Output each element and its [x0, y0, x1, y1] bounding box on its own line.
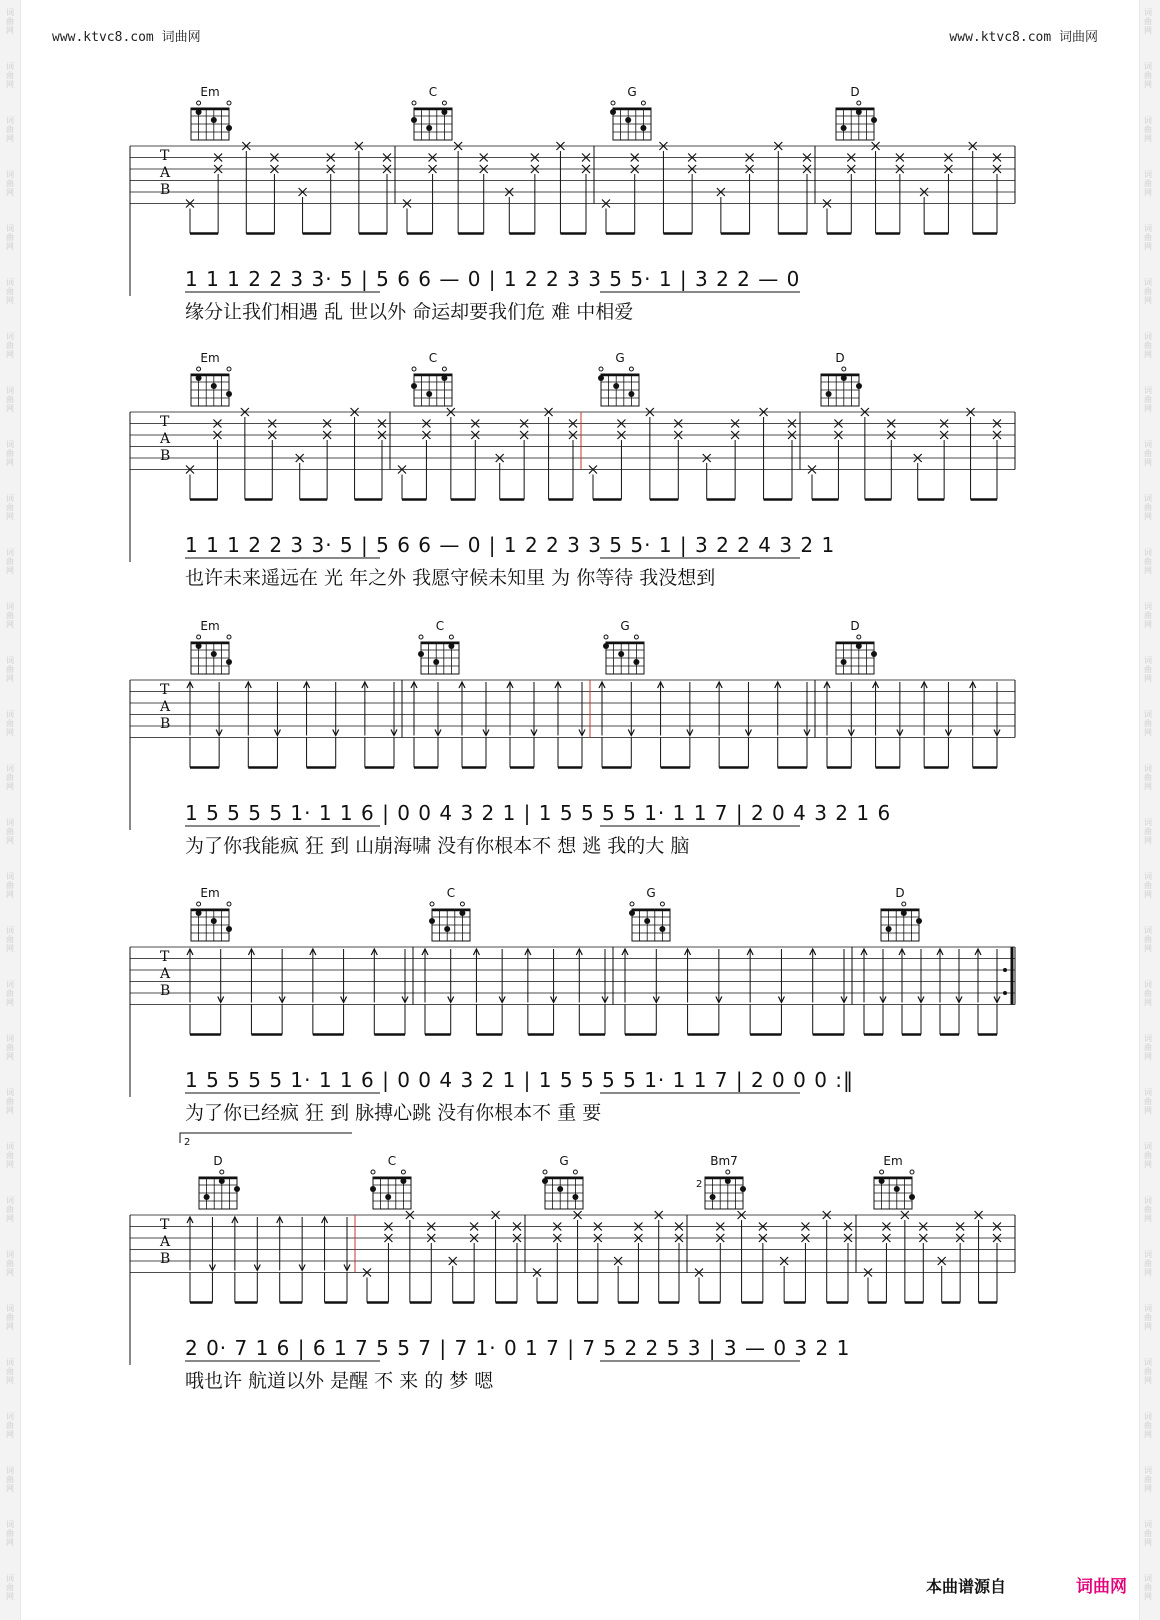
- site-url-left[interactable]: www.ktvc8.com 词曲网: [52, 30, 201, 45]
- watermark-text-right: 词 曲 网: [1144, 1034, 1152, 1061]
- open-string-marker: [197, 367, 201, 371]
- tab-label-a: A: [160, 966, 171, 982]
- chord-name: C: [446, 886, 456, 900]
- open-string-marker: [430, 902, 434, 906]
- tab-label-b: B: [160, 983, 171, 999]
- watermark-text-right: 词 曲 网: [1144, 1358, 1152, 1385]
- chord-finger-dot: [618, 651, 624, 657]
- chord-finger-dot: [613, 383, 619, 389]
- tab-label-b: B: [160, 182, 171, 198]
- chord-finger-dot: [444, 926, 450, 932]
- chord-finger-dot: [211, 383, 217, 389]
- chord-name: Em: [883, 1154, 903, 1168]
- chord-finger-dot: [871, 117, 877, 123]
- tab-label-t: T: [160, 414, 170, 430]
- watermark-text-right: 词 曲 网: [1144, 1520, 1152, 1547]
- open-string-marker: [197, 902, 201, 906]
- watermark-text-right: 词 曲 网: [1144, 440, 1152, 467]
- lyrics-line: 哦也许 航道以外 是醒 不 来 的 梦 嗯: [185, 1370, 494, 1392]
- open-string-marker: [401, 1170, 405, 1174]
- watermark-text-left: 词 曲 网: [6, 764, 14, 791]
- chord-finger-dot: [640, 125, 646, 131]
- chord-name: G: [620, 619, 630, 633]
- site-url-right[interactable]: www.ktvc8.com 词曲网: [949, 30, 1098, 45]
- chord-finger-dot: [625, 117, 631, 123]
- open-string-marker: [857, 635, 861, 639]
- open-string-marker: [599, 367, 603, 371]
- watermark-text-left: 词 曲 网: [6, 980, 14, 1007]
- chord-finger-dot: [542, 1178, 548, 1184]
- open-string-marker: [412, 101, 416, 105]
- chord-finger-dot: [603, 643, 609, 649]
- chord-finger-dot: [418, 651, 424, 657]
- watermark-text-left: 词 曲 网: [6, 1088, 14, 1115]
- open-string-marker: [611, 101, 615, 105]
- watermark-text-right: 词 曲 网: [1144, 656, 1152, 683]
- chord-finger-dot: [234, 1186, 240, 1192]
- chord-finger-dot: [426, 391, 432, 397]
- chord-finger-dot: [448, 643, 454, 649]
- watermark-text-left: 词 曲 网: [6, 818, 14, 845]
- chord-finger-dot: [894, 1186, 900, 1192]
- tab-system-2: [130, 351, 1015, 589]
- chord-finger-dot: [385, 1194, 391, 1200]
- chord-finger-dot: [909, 1194, 915, 1200]
- open-string-marker: [910, 1170, 914, 1174]
- watermark-text-left: 词 曲 网: [6, 386, 14, 413]
- tab-label-b: B: [160, 716, 171, 732]
- watermark-text-left: 词 曲 网: [6, 1034, 14, 1061]
- chord-name: Em: [200, 351, 220, 365]
- open-string-marker: [634, 635, 638, 639]
- repeat-dot: [1003, 991, 1007, 995]
- open-string-marker: [449, 635, 453, 639]
- chord-finger-dot: [901, 910, 907, 916]
- tab-label-a: A: [160, 165, 171, 181]
- watermark-text-left: 词 曲 网: [6, 278, 14, 305]
- watermark-text-left: 词 曲 网: [6, 1574, 14, 1601]
- tab-label-t: T: [160, 1217, 170, 1233]
- chord-finger-dot: [871, 651, 877, 657]
- open-string-marker: [220, 1170, 224, 1174]
- watermark-text-left: 词 曲 网: [6, 872, 14, 899]
- tab-system-1: [130, 85, 1015, 323]
- watermark-text-right: 词 曲 网: [1144, 278, 1152, 305]
- watermark-text-right: 词 曲 网: [1144, 548, 1152, 575]
- open-string-marker: [460, 902, 464, 906]
- watermark-text-right: 词 曲 网: [1144, 1196, 1152, 1223]
- chord-finger-dot: [557, 1186, 563, 1192]
- chord-finger-dot: [644, 918, 650, 924]
- watermark-text-left: 词 曲 网: [6, 1250, 14, 1277]
- chord-finger-dot: [226, 926, 232, 932]
- open-string-marker: [227, 101, 231, 105]
- volta-number: 2: [184, 1137, 191, 1148]
- volta-bracket: [180, 1133, 352, 1143]
- chord-finger-dot: [856, 109, 862, 115]
- open-string-marker: [902, 902, 906, 906]
- watermark-text-right: 词 曲 网: [1144, 1142, 1152, 1169]
- chord-name: D: [850, 619, 860, 633]
- jianpu-notation: 1 5 5 5 5 1· 1 1 6 | 0 0 4 3 2 1 | 1 5 5 5 5 1· 1 1 7 | 2 0 4 3 2 1 6: [185, 801, 892, 825]
- watermark-text-left: 词 曲 网: [6, 1520, 14, 1547]
- lyrics-line: 为了你已经疯 狂 到 脉搏心跳 没有你根本不 重 要: [185, 1102, 602, 1124]
- watermark-text-left: 词 曲 网: [6, 116, 14, 143]
- open-string-marker: [629, 367, 633, 371]
- watermark-text-left: 词 曲 网: [6, 62, 14, 89]
- watermark-text-right: 词 曲 网: [1144, 1304, 1152, 1331]
- lyrics-line: 为了你我能疯 狂 到 山崩海啸 没有你根本不 想 逃 我的大 脑: [185, 835, 690, 857]
- tab-label-a: A: [160, 1234, 171, 1250]
- watermark-text-left: 词 曲 网: [6, 170, 14, 197]
- chord-finger-dot: [441, 109, 447, 115]
- chord-finger-dot: [204, 1194, 210, 1200]
- tab-label-a: A: [160, 699, 171, 715]
- chord-finger-dot: [211, 918, 217, 924]
- chord-finger-dot: [886, 926, 892, 932]
- open-string-marker: [442, 367, 446, 371]
- tab-label-b: B: [160, 1251, 171, 1267]
- chord-name: C: [428, 351, 438, 365]
- tab-system-3: [130, 619, 1015, 857]
- tab-label-t: T: [160, 148, 170, 164]
- chord-name: D: [835, 351, 845, 365]
- watermark-text-right: 词 曲 网: [1144, 116, 1152, 143]
- watermark-text-left: 词 曲 网: [6, 548, 14, 575]
- watermark-text-right: 词 曲 网: [1144, 1466, 1152, 1493]
- lyrics-line: 缘分让我们相遇 乱 世以外 命运却要我们危 难 中相爱: [185, 301, 634, 323]
- chord-name: Em: [200, 85, 220, 99]
- chord-finger-dot: [856, 383, 862, 389]
- open-string-marker: [880, 1170, 884, 1174]
- chord-finger-dot: [572, 1194, 578, 1200]
- watermark-text-right: 词 曲 网: [1144, 602, 1152, 629]
- open-string-marker: [371, 1170, 375, 1174]
- chord-finger-dot: [725, 1178, 731, 1184]
- chord-finger-dot: [710, 1194, 716, 1200]
- chord-name: D: [213, 1154, 223, 1168]
- chord-finger-dot: [211, 651, 217, 657]
- tab-label-t: T: [160, 949, 170, 965]
- chord-finger-dot: [879, 1178, 885, 1184]
- chord-finger-dot: [226, 659, 232, 665]
- watermark-text-right: 词 曲 网: [1144, 386, 1152, 413]
- watermark-text-left: 词 曲 网: [6, 8, 14, 35]
- open-string-marker: [412, 367, 416, 371]
- chord-finger-dot: [196, 910, 202, 916]
- jianpu-notation: 2 0· 7 1 6 | 6 1 7 5 5 7 | 7 1· 0 1 7 | 7 5 2 2 5 3 | 3 — 0 3 2 1: [185, 1336, 851, 1360]
- tab-system-4: [130, 886, 1015, 1148]
- tab-label-a: A: [160, 431, 171, 447]
- repeat-dot: [1003, 968, 1007, 972]
- watermark-text-left: 词 曲 网: [6, 602, 14, 629]
- watermark-text-right: 词 曲 网: [1144, 926, 1152, 953]
- watermark-text-right: 词 曲 网: [1144, 1412, 1152, 1439]
- chord-finger-dot: [633, 659, 639, 665]
- open-string-marker: [197, 101, 201, 105]
- watermark-text-right: 词 曲 网: [1144, 980, 1152, 1007]
- chord-name: Em: [200, 886, 220, 900]
- watermark-text-left: 词 曲 网: [6, 710, 14, 737]
- watermark-text-left: 词 曲 网: [6, 1466, 14, 1493]
- watermark-text-left: 词 曲 网: [6, 332, 14, 359]
- watermark-text-left: 词 曲 网: [6, 440, 14, 467]
- watermark-text-right: 词 曲 网: [1144, 818, 1152, 845]
- open-string-marker: [442, 101, 446, 105]
- chord-name: Bm7: [710, 1154, 738, 1168]
- watermark-text-right: 词 曲 网: [1144, 1088, 1152, 1115]
- chord-name: D: [850, 85, 860, 99]
- chord-finger-dot: [226, 125, 232, 131]
- chord-finger-dot: [826, 391, 832, 397]
- watermark-text-right: 词 曲 网: [1144, 8, 1152, 35]
- chord-finger-dot: [841, 125, 847, 131]
- brand-logo[interactable]: 词曲网: [1076, 1577, 1127, 1597]
- chord-finger-dot: [226, 391, 232, 397]
- watermark-text-left: 词 曲 网: [6, 656, 14, 683]
- chord-finger-dot: [628, 391, 634, 397]
- chord-finger-dot: [659, 926, 665, 932]
- chord-finger-dot: [426, 125, 432, 131]
- open-string-marker: [227, 635, 231, 639]
- watermark-text-right: 词 曲 网: [1144, 1574, 1152, 1601]
- chord-finger-dot: [411, 383, 417, 389]
- chord-name: C: [435, 619, 445, 633]
- chord-fret-number: 2: [696, 1179, 703, 1190]
- chord-finger-dot: [629, 910, 635, 916]
- chord-name: C: [387, 1154, 397, 1168]
- chord-finger-dot: [856, 643, 862, 649]
- watermark-text-right: 词 曲 网: [1144, 1250, 1152, 1277]
- watermark-text-left: 词 曲 网: [6, 1412, 14, 1439]
- open-string-marker: [227, 367, 231, 371]
- chord-finger-dot: [196, 375, 202, 381]
- chord-finger-dot: [433, 659, 439, 665]
- watermark-text-right: 词 曲 网: [1144, 494, 1152, 521]
- watermark-text-right: 词 曲 网: [1144, 62, 1152, 89]
- open-string-marker: [197, 635, 201, 639]
- open-string-marker: [842, 367, 846, 371]
- watermark-text-right: 词 曲 网: [1144, 170, 1152, 197]
- watermark-text-left: 词 曲 网: [6, 926, 14, 953]
- watermark-text-right: 词 曲 网: [1144, 332, 1152, 359]
- chord-finger-dot: [841, 375, 847, 381]
- jianpu-notation: 1 1 1 2 2 3 3· 5 | 5 6 6 — 0 | 1 2 2 3 3 5 5· 1 | 3 2 2 4 3 2 1: [185, 533, 836, 557]
- open-string-marker: [630, 902, 634, 906]
- chord-finger-dot: [610, 109, 616, 115]
- watermark-text-left: 词 曲 网: [6, 494, 14, 521]
- watermark-text-left: 词 曲 网: [6, 1142, 14, 1169]
- open-string-marker: [543, 1170, 547, 1174]
- open-string-marker: [227, 902, 231, 906]
- chord-finger-dot: [211, 117, 217, 123]
- lyrics-line: 也许未来遥远在 光 年之外 我愿守候未知里 为 你等待 我没想到: [185, 567, 716, 589]
- chord-name: G: [646, 886, 656, 900]
- chord-finger-dot: [411, 117, 417, 123]
- chord-name: G: [627, 85, 637, 99]
- open-string-marker: [726, 1170, 730, 1174]
- open-string-marker: [419, 635, 423, 639]
- watermark-text-left: 词 曲 网: [6, 1304, 14, 1331]
- tab-system-5: [130, 1154, 1015, 1392]
- chord-finger-dot: [370, 1186, 376, 1192]
- watermark-text-left: 词 曲 网: [6, 224, 14, 251]
- chord-finger-dot: [841, 659, 847, 665]
- watermark-text-right: 词 曲 网: [1144, 710, 1152, 737]
- watermark-text-left: 词 曲 网: [6, 1358, 14, 1385]
- watermark-text-right: 词 曲 网: [1144, 872, 1152, 899]
- jianpu-notation: 1 1 1 2 2 3 3· 5 | 5 6 6 — 0 | 1 2 2 3 3 5 5· 1 | 3 2 2 — 0: [185, 267, 801, 291]
- source-label: 本曲谱源自: [926, 1577, 1007, 1596]
- tab-label-b: B: [160, 448, 171, 464]
- watermark-text-left: 词 曲 网: [6, 1196, 14, 1223]
- chord-finger-dot: [400, 1178, 406, 1184]
- jianpu-notation: 1 5 5 5 5 1· 1 1 6 | 0 0 4 3 2 1 | 1 5 5 5 5 1· 1 1 7 | 2 0 0 0 :‖: [185, 1068, 855, 1092]
- chord-finger-dot: [740, 1186, 746, 1192]
- open-string-marker: [857, 101, 861, 105]
- chord-name: D: [895, 886, 905, 900]
- chord-name: G: [615, 351, 625, 365]
- open-string-marker: [660, 902, 664, 906]
- chord-finger-dot: [219, 1178, 225, 1184]
- chord-finger-dot: [441, 375, 447, 381]
- chord-name: C: [428, 85, 438, 99]
- chord-finger-dot: [196, 643, 202, 649]
- chord-finger-dot: [196, 109, 202, 115]
- watermark-text-right: 词 曲 网: [1144, 764, 1152, 791]
- chord-name: G: [559, 1154, 569, 1168]
- open-string-marker: [641, 101, 645, 105]
- watermark-text-right: 词 曲 网: [1144, 224, 1152, 251]
- open-string-marker: [573, 1170, 577, 1174]
- chord-finger-dot: [429, 918, 435, 924]
- chord-finger-dot: [459, 910, 465, 916]
- open-string-marker: [604, 635, 608, 639]
- chord-finger-dot: [598, 375, 604, 381]
- chord-finger-dot: [916, 918, 922, 924]
- tab-label-t: T: [160, 682, 170, 698]
- chord-name: Em: [200, 619, 220, 633]
